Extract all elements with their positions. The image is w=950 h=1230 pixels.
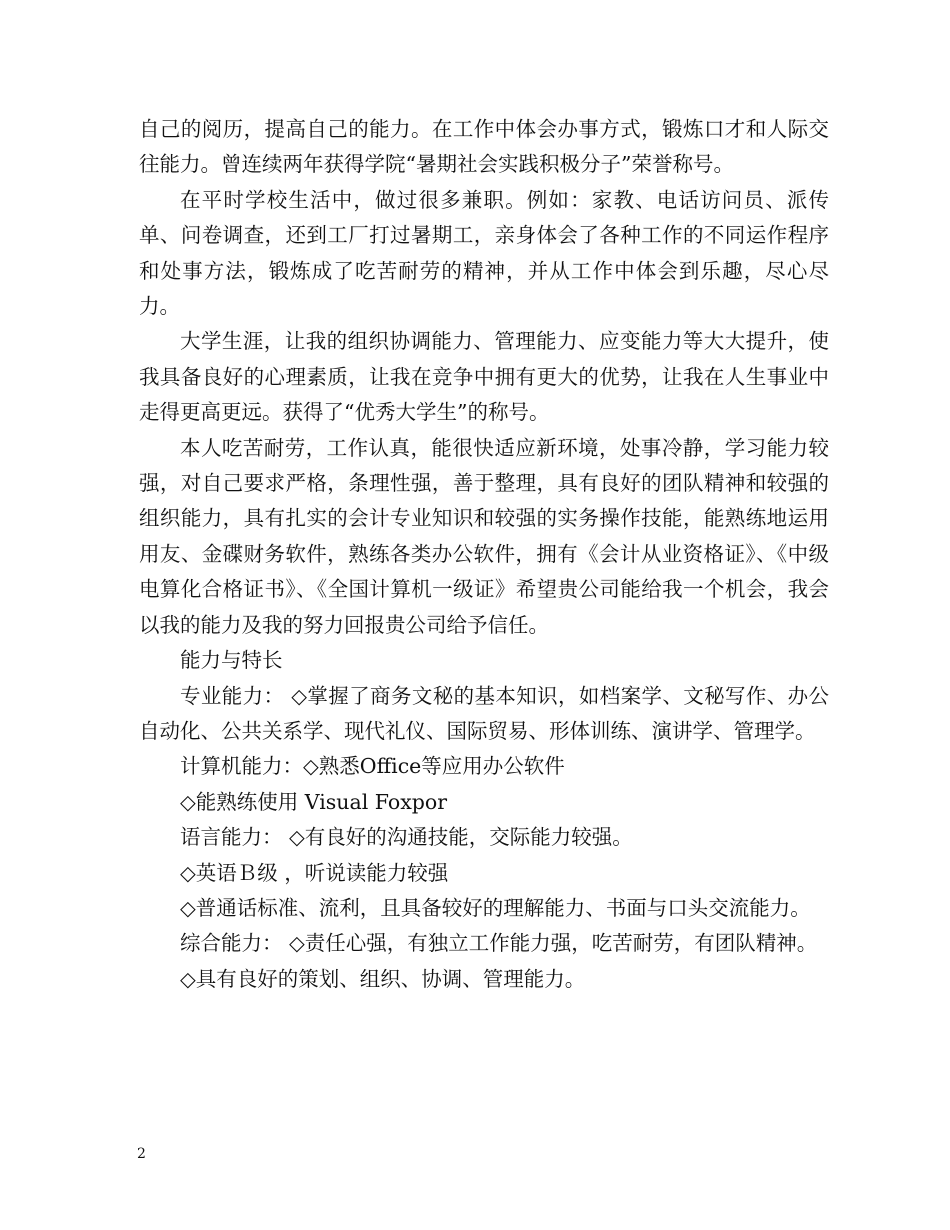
paragraph-practice-continued: 自己的阅历，提高自己的能力。在工作中体会办事方式，锻炼口才和人际交往能力。曾连续两年获得学院“暑期社会实践积极分子”荣誉称号。 [139,117,829,177]
paragraph-management-skills: ◇具有良好的策划、组织、协调、管理能力。 [180,966,586,991]
paragraph-visual-foxpro: ◇能熟练使用 Visual Foxpor [180,789,448,814]
paragraph-self-evaluation: 本人吃苦耐劳，工作认真，能很快适应新环境，处事冷静，学习能力较强，对自己要求严格，条理性强，善于整理，具有良好的团队精神和较强的组织能力，具有扎实的会计专业知识和较强的实务操作技能，能熟练地运用用友、金碟财务软件，熟练各类办公软件，拥有《会计从业资格证》、《中级电算化合格证书》、《全国计算机一级证》希望贵公司能给我一个机会，我会以我的能力及我的努力回报贵公司给予信任。 [139,435,829,637]
paragraph-computer-skills: 计算机能力：◇熟悉Office等应用办公软件 [180,754,565,779]
paragraph-professional-skills: 专业能力： ◇掌握了商务文秘的基本知识，如档案学、文秘写作、办公自动化、公共关系学、现代礼仪、国际贸易、形体训练、演讲学、管理学。 [139,683,829,743]
paragraph-university-life: 大学生涯，让我的组织协调能力、管理能力、应变能力等大大提升，使我具备良好的心理素质，让我在竞争中拥有更大的优势，让我在人生事业中走得更高更远。获得了“优秀大学生”的称号。 [139,329,829,425]
paragraph-english-level: ◇英语Ｂ级 ，听说读能力较强 [180,860,449,885]
paragraph-language-skills: 语言能力： ◇有良好的沟通技能，交际能力较强。 [180,825,633,850]
section-heading-skills: 能力与特长 [180,648,283,673]
page-number: 2 [137,1146,146,1162]
paragraph-comprehensive-skills: 综合能力： ◇责任心强，有独立工作能力强，吃苦耐劳，有团队精神。 [180,931,818,956]
document-body [139,112,829,997]
paragraph-mandarin: ◇普通话标准、流利，且具备较好的理解能力、书面与口头交流能力。 [180,895,811,920]
paragraph-part-time-jobs: 在平时学校生活中，做过很多兼职。例如：家教、电话访问员、派传单、问卷调查，还到工厂打过暑期工，亲身体会了各种工作的不同运作程序和处事方法，锻炼成了吃苦耐劳的精神，并从工作中体会到乐趣，尽心尽力。 [139,187,829,319]
